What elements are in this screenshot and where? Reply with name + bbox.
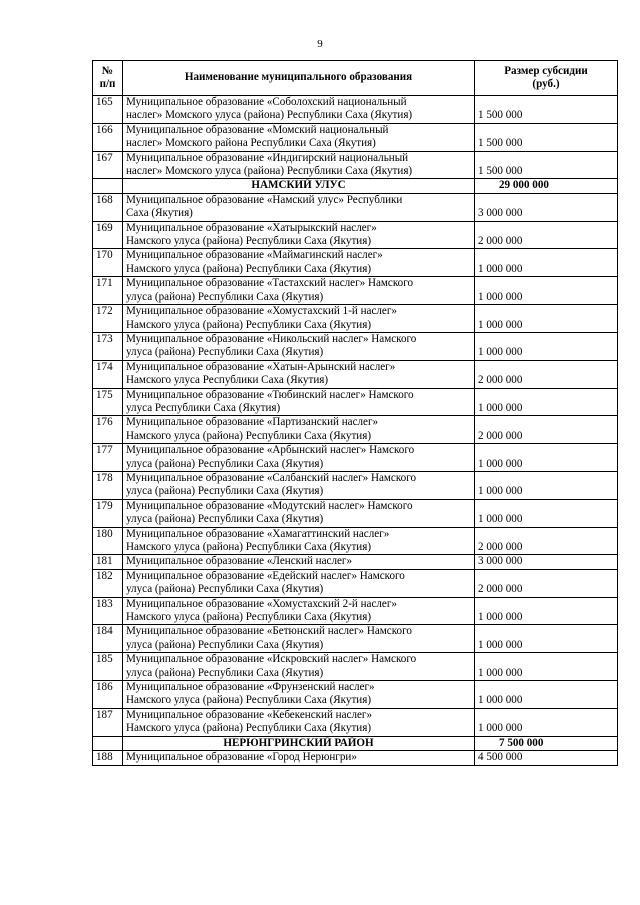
- section-total: 7 500 000: [475, 736, 618, 750]
- table-row: [93, 360, 618, 388]
- row-number: 167: [93, 151, 123, 179]
- table-row: [93, 416, 618, 444]
- subsidy-amount: 2 000 000: [475, 416, 618, 444]
- table-row: [93, 653, 618, 681]
- table-row: [93, 96, 618, 124]
- municipality-name: Муниципальное образование «Хомустахский 1-й наслег» Намского улуса (района) Республики Саха (Якутия): [123, 305, 475, 333]
- row-number: 175: [93, 388, 123, 416]
- subsidy-amount: 1 500 000: [475, 96, 618, 124]
- municipality-name: Муниципальное образование «Хатын-Арынский наслег» Намского улуса Республики Саха (Якутия): [123, 360, 475, 388]
- subsidy-amount: 1 500 000: [475, 151, 618, 179]
- municipality-name: Муниципальное образование «Город Нерюнгри»: [123, 751, 475, 765]
- header-num: № п/п: [93, 61, 123, 96]
- table-row: [93, 499, 618, 527]
- subsidy-amount: 3 000 000: [475, 555, 618, 569]
- table-row: [93, 681, 618, 709]
- municipality-name: Муниципальное образование «Соболохский национальный наслег» Момского улуса (района) Республики Саха (Якутия): [123, 96, 475, 124]
- table-row: [93, 569, 618, 597]
- subsidy-amount: 2 000 000: [475, 527, 618, 555]
- subsidy-amount: 1 000 000: [475, 597, 618, 625]
- subsidy-amount: 2 000 000: [475, 569, 618, 597]
- municipality-name: Муниципальное образование «Индигирский национальный наслег» Момского улуса (района) Республики Саха (Якутия): [123, 151, 475, 179]
- row-number: 183: [93, 597, 123, 625]
- subsidy-table: [92, 60, 618, 766]
- section-row: [93, 736, 618, 750]
- table-row: [93, 123, 618, 151]
- subsidy-amount: 1 000 000: [475, 471, 618, 499]
- table-row: [93, 221, 618, 249]
- municipality-name: Муниципальное образование «Хатырыкский наслег» Намского улуса (района) Республики Саха (Якутия): [123, 221, 475, 249]
- municipality-name: Муниципальное образование «Хомустахский 2-й наслег» Намского улуса (района) Республики Саха (Якутия): [123, 597, 475, 625]
- table-body: [93, 96, 618, 766]
- row-number: 184: [93, 625, 123, 653]
- subsidy-amount: 1 000 000: [475, 444, 618, 472]
- municipality-name: Муниципальное образование «Тюбинский наслег» Намского улуса Республики Саха (Якутия): [123, 388, 475, 416]
- section-total: 29 000 000: [475, 179, 618, 193]
- row-number: [93, 179, 123, 193]
- subsidy-amount: 2 000 000: [475, 221, 618, 249]
- table-row: [93, 751, 618, 765]
- municipality-name: Муниципальное образование «Момский национальный наслег» Момского района Республики Саха (Якутия): [123, 123, 475, 151]
- section-title: НАМСКИЙ УЛУС: [123, 179, 475, 193]
- row-number: 168: [93, 193, 123, 221]
- municipality-name: Муниципальное образование «Тастахский наслег» Намского улуса (района) Республики Саха (Якутия): [123, 277, 475, 305]
- subsidy-amount: 1 000 000: [475, 499, 618, 527]
- subsidy-amount: 1 000 000: [475, 249, 618, 277]
- row-number: 174: [93, 360, 123, 388]
- municipality-name: Муниципальное образование «Маймагинский наслег» Намского улуса (района) Республики Саха (Якутия): [123, 249, 475, 277]
- subsidy-amount: 4 500 000: [475, 751, 618, 765]
- row-number: 178: [93, 471, 123, 499]
- table-row: [93, 625, 618, 653]
- row-number: 171: [93, 277, 123, 305]
- table-row: [93, 471, 618, 499]
- municipality-name: Муниципальное образование «Модутский наслег» Намского улуса (района) Республики Саха (Якутия): [123, 499, 475, 527]
- subsidy-amount: 1 000 000: [475, 625, 618, 653]
- row-number: 173: [93, 332, 123, 360]
- table-row: [93, 151, 618, 179]
- header-amount: Размер субсидии (руб.): [475, 61, 618, 96]
- row-number: 181: [93, 555, 123, 569]
- municipality-name: Муниципальное образование «Хамагаттинский наслег» Намского улуса (района) Республики Саха (Якутия): [123, 527, 475, 555]
- row-number: 165: [93, 96, 123, 124]
- table-row: [93, 555, 618, 569]
- municipality-name: Муниципальное образование «Партизанский наслег» Намского улуса (района) Республики Саха (Якутия): [123, 416, 475, 444]
- table-row: [93, 193, 618, 221]
- row-number: 179: [93, 499, 123, 527]
- table-row: [93, 305, 618, 333]
- section-row: [93, 179, 618, 193]
- row-number: 169: [93, 221, 123, 249]
- municipality-name: Муниципальное образование «Ленский наслег»: [123, 555, 475, 569]
- subsidy-amount: 1 000 000: [475, 277, 618, 305]
- table-row: [93, 708, 618, 736]
- row-number: 180: [93, 527, 123, 555]
- row-number: 187: [93, 708, 123, 736]
- subsidy-amount: 1 000 000: [475, 681, 618, 709]
- table-row: [93, 527, 618, 555]
- table-row: [93, 332, 618, 360]
- table-row: [93, 277, 618, 305]
- subsidy-amount: 1 000 000: [475, 388, 618, 416]
- municipality-name: Муниципальное образование «Салбанский наслег» Намского улуса (района) Республики Саха (Якутия): [123, 471, 475, 499]
- subsidy-amount: 1 000 000: [475, 653, 618, 681]
- municipality-name: Муниципальное образование «Фрунзенский наслег» Намского улуса (района) Республики Саха (Якутия): [123, 681, 475, 709]
- table-row: [93, 444, 618, 472]
- subsidy-amount: 1 000 000: [475, 332, 618, 360]
- page-number: 9: [317, 38, 323, 50]
- row-number: [93, 736, 123, 750]
- row-number: 188: [93, 751, 123, 765]
- section-title: НЕРЮНГРИНСКИЙ РАЙОН: [123, 736, 475, 750]
- row-number: 177: [93, 444, 123, 472]
- row-number: 172: [93, 305, 123, 333]
- municipality-name: Муниципальное образование «Бетюнский наслег» Намского улуса (района) Республики Саха (Якутия): [123, 625, 475, 653]
- row-number: 186: [93, 681, 123, 709]
- table-row: [93, 249, 618, 277]
- subsidy-amount: 1 000 000: [475, 708, 618, 736]
- table-row: [93, 388, 618, 416]
- row-number: 182: [93, 569, 123, 597]
- table-row: [93, 597, 618, 625]
- row-number: 176: [93, 416, 123, 444]
- municipality-name: Муниципальное образование «Арбынский наслег» Намского улуса (района) Республики Саха (Якутия): [123, 444, 475, 472]
- header-name: Наименование муниципального образования: [123, 61, 475, 96]
- subsidy-amount: 1 500 000: [475, 123, 618, 151]
- subsidy-amount: 3 000 000: [475, 193, 618, 221]
- table-header-row: [93, 61, 618, 96]
- municipality-name: Муниципальное образование «Никольский наслег» Намского улуса (района) Республики Саха (Якутия): [123, 332, 475, 360]
- subsidy-amount: 1 000 000: [475, 305, 618, 333]
- row-number: 185: [93, 653, 123, 681]
- row-number: 166: [93, 123, 123, 151]
- municipality-name: Муниципальное образование «Кебекенский наслег» Намского улуса (района) Республики Саха (Якутия): [123, 708, 475, 736]
- row-number: 170: [93, 249, 123, 277]
- municipality-name: Муниципальное образование «Намский улус» Республики Саха (Якутия): [123, 193, 475, 221]
- subsidy-amount: 2 000 000: [475, 360, 618, 388]
- municipality-name: Муниципальное образование «Едейский наслег» Намского улуса (района) Республики Саха (Якутия): [123, 569, 475, 597]
- municipality-name: Муниципальное образование «Искровский наслег» Намского улуса (района) Республики Саха (Якутия): [123, 653, 475, 681]
